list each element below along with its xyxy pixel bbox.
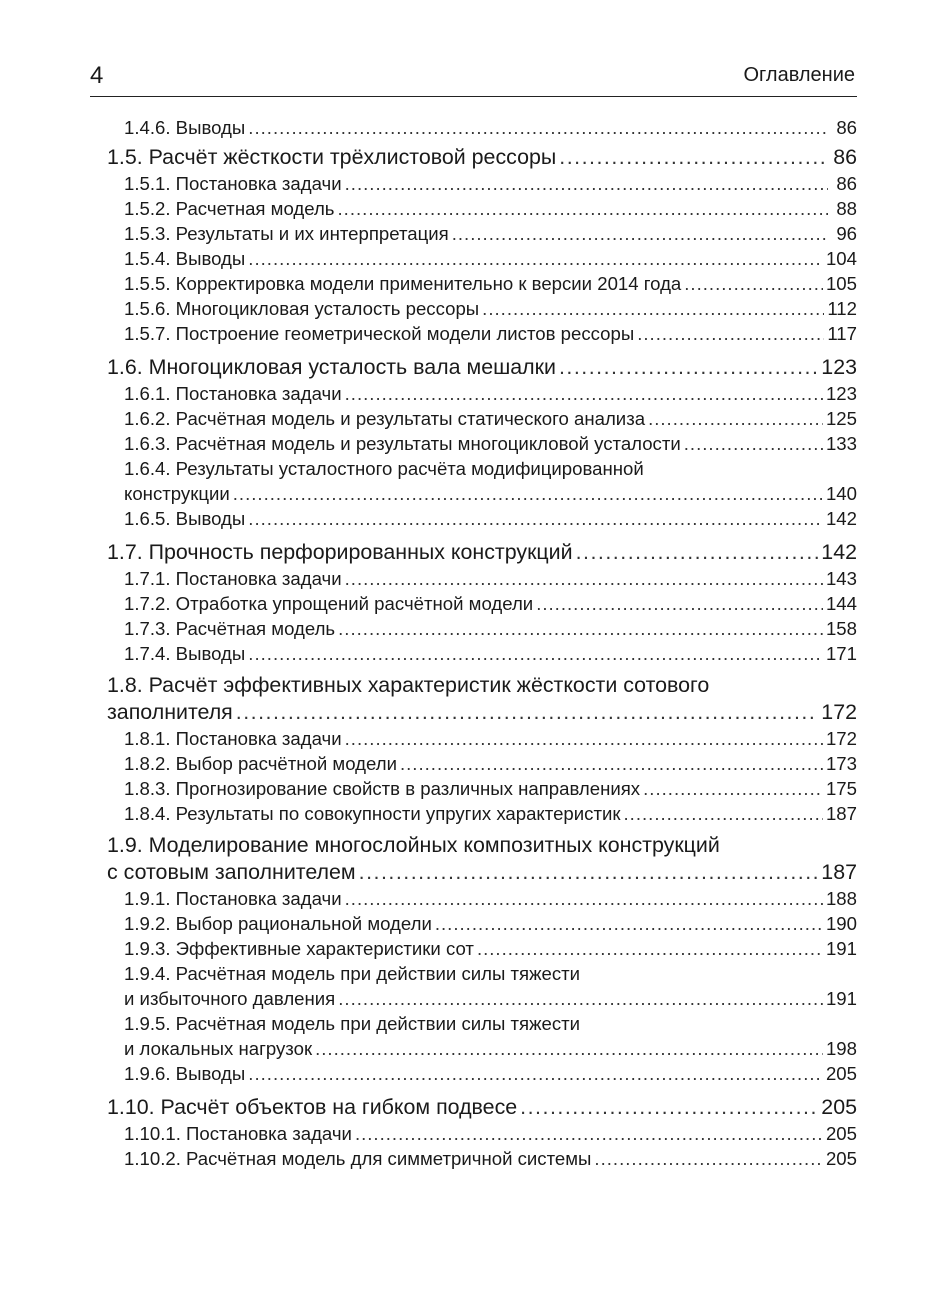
toc-entry-title: 1.7.2. Отработка упрощений расчётной модели: [124, 593, 534, 614]
toc-entry[interactable]: [124, 911, 857, 936]
toc-entry-title: 1.6.5. Выводы: [124, 508, 246, 529]
toc-entry-title: 1.10.2. Расчётная модель для симметричной системы: [124, 1148, 592, 1169]
toc-entry-title: 1.8.1. Постановка задачи: [124, 728, 342, 749]
leader-dots: [338, 616, 823, 641]
toc-entry-title: 1.7.3. Расчётная модель: [124, 618, 336, 639]
leader-dots: [477, 936, 823, 961]
leader-dots: [345, 726, 823, 751]
toc-entry-page: 88: [836, 198, 857, 219]
toc-entry-title: 1.9.2. Выбор рациональной модели: [124, 913, 432, 934]
toc-entry[interactable]: [124, 406, 857, 431]
toc-section-title: 1.6. Многоцикловая усталость вала мешалки: [107, 355, 556, 379]
toc-entry-title: 1.7.4. Выводы: [124, 643, 246, 664]
toc-section-title-line2: с сотовым заполнителем: [107, 860, 356, 884]
toc-entry-title-line1[interactable]: 1.9.5. Расчётная модель при действии силы тяжести: [124, 1013, 581, 1034]
toc-entry-page: 140: [825, 483, 857, 504]
toc-entry[interactable]: [124, 566, 857, 591]
toc-entry[interactable]: [124, 196, 857, 221]
toc-entry-page: 142: [825, 508, 857, 529]
toc-entry-page: 190: [825, 913, 857, 934]
toc-entry-page: 205: [825, 1123, 857, 1144]
toc-entry-title: 1.5.7. Построение геометрической модели листов рессоры: [124, 323, 635, 344]
leader-dots: [233, 481, 823, 506]
toc-entry[interactable]: [124, 221, 857, 246]
toc-entry[interactable]: [124, 751, 857, 776]
toc-entry[interactable]: [124, 431, 857, 456]
leader-dots: [559, 144, 828, 171]
leader-dots: [345, 886, 823, 911]
toc-entry-page: 133: [825, 433, 857, 454]
toc-entry-page: 125: [825, 408, 857, 429]
leader-dots: [520, 1094, 818, 1121]
toc-entry[interactable]: [124, 936, 857, 961]
toc-entry-page: 171: [825, 643, 857, 664]
toc-entry-title-line1[interactable]: 1.9.4. Расчётная модель при действии силы тяжести: [124, 963, 581, 984]
leader-dots: [248, 246, 823, 271]
toc-entry[interactable]: [124, 1121, 857, 1146]
toc-entry-title: 1.8.2. Выбор расчётной модели: [124, 753, 397, 774]
toc-entry[interactable]: [124, 641, 857, 666]
leader-dots: [248, 1061, 823, 1086]
toc-section-title: 1.5. Расчёт жёсткости трёхлистовой рессоры: [107, 145, 557, 169]
toc-entry-title-line1[interactable]: 1.6.4. Результаты усталостного расчёта модифицированной: [124, 458, 644, 479]
toc-entry-title: 1.7.1. Постановка задачи: [124, 568, 342, 589]
toc-entry[interactable]: [124, 271, 857, 296]
toc-entry-page: 96: [836, 223, 857, 244]
toc-entry-title: 1.9.1. Постановка задачи: [124, 888, 342, 909]
running-title: Оглавление: [743, 64, 855, 86]
toc-entry-title: 1.6.3. Расчётная модель и результаты многоцикловой усталости: [124, 433, 681, 454]
toc-entry-title: 1.6.2. Расчётная модель и результаты статического анализа: [124, 408, 646, 429]
toc-entry-title-line2: и избыточного давления: [124, 988, 336, 1009]
leader-dots: [536, 591, 823, 616]
toc-section-page: 86: [833, 145, 857, 169]
toc-entry[interactable]: [124, 171, 857, 196]
toc-entry-title: 1.5.2. Расчетная модель: [124, 198, 335, 219]
toc-entry-page: 198: [825, 1038, 857, 1059]
toc-entry-page: 144: [825, 593, 857, 614]
toc-section-title: 1.10. Расчёт объектов на гибком подвесе: [107, 1095, 518, 1119]
toc-entry-title-line2: и локальных нагрузок: [124, 1038, 313, 1059]
toc-entry[interactable]: [124, 1146, 857, 1171]
toc-entry-title: 1.8.3. Прогнозирование свойств в различных направлениях: [124, 778, 641, 799]
toc-entry-page: 188: [825, 888, 857, 909]
toc-entry-page: 143: [825, 568, 857, 589]
leader-dots: [236, 699, 819, 726]
toc-entry[interactable]: [124, 321, 857, 346]
toc-entry[interactable]: [124, 115, 857, 140]
toc-section[interactable]: [107, 699, 857, 726]
toc-entry-page: 117: [827, 323, 857, 344]
toc-entry-page: 104: [825, 248, 857, 269]
toc-entry-page: 86: [836, 173, 857, 194]
toc-section-page: 123: [821, 355, 857, 379]
toc-entry-title: 1.5.3. Результаты и их интерпретация: [124, 223, 449, 244]
leader-dots: [594, 1146, 823, 1171]
leader-dots: [435, 911, 823, 936]
toc-entry-title: 1.5.6. Многоцикловая усталость рессоры: [124, 298, 480, 319]
toc-entry-title: 1.9.6. Выводы: [124, 1063, 246, 1084]
toc-entry[interactable]: [124, 506, 857, 531]
toc-entry-page: 205: [825, 1148, 857, 1169]
toc-entry[interactable]: [124, 886, 857, 911]
toc-entry-page: 112: [827, 298, 857, 319]
toc-entry[interactable]: [124, 726, 857, 751]
toc-entry-page: 175: [825, 778, 857, 799]
toc-entry-page: 191: [825, 988, 857, 1009]
toc-entry[interactable]: [124, 296, 857, 321]
toc-entry[interactable]: [124, 591, 857, 616]
toc-entry-title: 1.4.6. Выводы: [124, 117, 246, 138]
leader-dots: [637, 321, 824, 346]
toc-entry-title: 1.5.1. Постановка задачи: [124, 173, 342, 194]
leader-dots: [315, 1036, 823, 1061]
toc-entry[interactable]: [124, 381, 857, 406]
toc-entry-title: 1.9.3. Эффективные характеристики сот: [124, 938, 474, 959]
toc-entry-title-line2: конструкции: [124, 483, 230, 504]
toc-entry[interactable]: [124, 481, 857, 506]
toc-section-title-line2: заполнителя: [107, 700, 233, 724]
toc-entry-title: 1.5.4. Выводы: [124, 248, 246, 269]
leader-dots: [643, 776, 823, 801]
toc-section[interactable]: [107, 144, 857, 171]
leader-dots: [345, 171, 828, 196]
toc-entry[interactable]: [124, 1061, 857, 1086]
toc-entry[interactable]: [124, 801, 857, 826]
toc-entry-title: 1.5.5. Корректировка модели применительно к версии 2014 года: [124, 273, 682, 294]
leader-dots: [452, 221, 828, 246]
page-header: [90, 58, 857, 97]
toc-entry-page: 173: [825, 753, 857, 774]
toc-section-title-line1[interactable]: 1.9. Моделирование многослойных композитных конструкций: [107, 833, 720, 857]
toc-entry[interactable]: [124, 1036, 857, 1061]
toc-entry-title: 1.8.4. Результаты по совокупности упругих характеристик: [124, 803, 621, 824]
toc-section-page: 172: [821, 700, 857, 724]
toc-entry-page: 123: [825, 383, 857, 404]
leader-dots: [345, 381, 823, 406]
toc-entry[interactable]: [124, 776, 857, 801]
toc-section-page: 205: [821, 1095, 857, 1119]
toc-entry-page: 158: [825, 618, 857, 639]
leader-dots: [355, 1121, 823, 1146]
toc-entry-page: 187: [825, 803, 857, 824]
toc-section[interactable]: [107, 354, 857, 381]
leader-dots: [248, 641, 823, 666]
leader-dots: [338, 196, 829, 221]
leader-dots: [482, 296, 824, 321]
toc-entry-page: 205: [825, 1063, 857, 1084]
leader-dots: [359, 859, 819, 886]
leader-dots: [648, 406, 823, 431]
toc-entry-title: 1.10.1. Постановка задачи: [124, 1123, 352, 1144]
toc-entry-title: 1.6.1. Постановка задачи: [124, 383, 342, 404]
toc-entry[interactable]: [124, 986, 857, 1011]
toc-entry-page: 86: [836, 117, 857, 138]
leader-dots: [248, 506, 823, 531]
table-of-contents: [107, 115, 857, 1171]
toc-section[interactable]: [107, 539, 857, 566]
leader-dots: [338, 986, 823, 1011]
leader-dots: [623, 801, 822, 826]
toc-entry-page: 105: [825, 273, 857, 294]
toc-section-page: 142: [821, 540, 857, 564]
leader-dots: [345, 566, 823, 591]
leader-dots: [684, 431, 823, 456]
leader-dots: [559, 354, 818, 381]
toc-section[interactable]: [107, 1094, 857, 1121]
toc-section-title-line1[interactable]: 1.8. Расчёт эффективных характеристик жёсткости сотового: [107, 673, 710, 697]
toc-section[interactable]: [107, 859, 857, 886]
leader-dots: [248, 115, 828, 140]
leader-dots: [576, 539, 819, 566]
toc-section-title: 1.7. Прочность перфорированных конструкций: [107, 540, 573, 564]
leader-dots: [684, 271, 823, 296]
toc-section-page: 187: [821, 860, 857, 884]
toc-entry-page: 172: [825, 728, 857, 749]
toc-entry[interactable]: [124, 616, 857, 641]
leader-dots: [400, 751, 823, 776]
toc-entry-page: 191: [825, 938, 857, 959]
toc-entry[interactable]: [124, 246, 857, 271]
page-number: 4: [90, 62, 104, 89]
